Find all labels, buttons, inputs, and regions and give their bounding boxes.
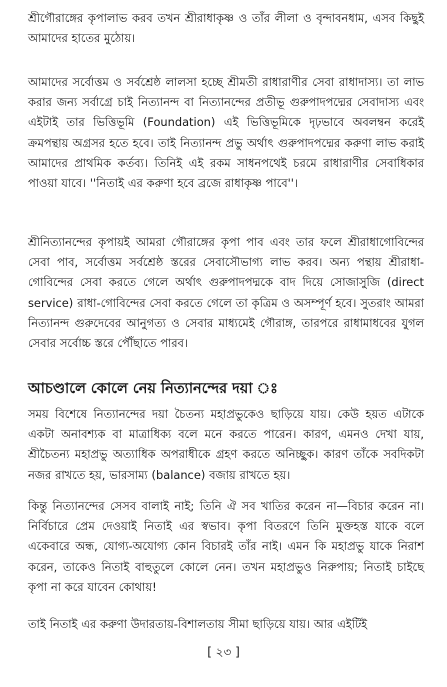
paragraph-3: শ্রীনিত্যানন্দের কৃপায়ই আমরা গৌরাঙ্গের কৃপা পাব এবং তার ফলে শ্রীরাধাগোবিন্দের সেবা পাব, সর্বোত্তম সর্বশ্রেষ্ঠ স্তরের সেবাসৌভাগ্য লাভ করব। অন্য পন্থায় শ্রীরাধা-গোবিন্দের সেবা করতে গেলে অর্থাৎ গুরুপাদপদ্মকে বাদ দিয়ে সোজাসুজি (direct service) রাধা-গোবিন্দের সেবা করতে গেলে তা কৃত্রিম ও অসম্পূর্ণ হবে। সুতরাং আমরা নিত্যানন্দ গুরুদেবের আনুগত্য ও সেবার মাধ্যমেই গৌরাঙ্গ, তারপরে রাধামাধবের যুগল সেবার সর্বোচ্চ স্তরে পৌঁছাতে পারব। [28, 235, 424, 351]
page-number: [ ২৩ ] [207, 645, 240, 659]
section-heading: আচণ্ডালে কোলে নেয় নিত্যানন্দের দয়া ঃ [28, 381, 278, 397]
paragraph-2: আমাদের সর্বোত্তম ও সর্বশ্রেষ্ঠ লালসা হচ্ছে শ্রীমতী রাধারাণীর সেবা রাধাদাস্য। তা লাভ করার জন্য সর্বাগ্রে চাই নিত্যানন্দ বা নিত্যানন্দের প্রতীভূ গুরুপাদপদ্মের সেবাদাস্য এবং এইটাই তার ভিত্তিভূমি (Foundation) এই ভিত্তিভূমিকে দৃঢ়ভাবে অবলম্বন করেই ক্রমপন্থায় অগ্রসর হতে হবে। তাই নিত্যানন্দ প্রভু অর্থাৎ গুরুপাদপদ্মের করুণা লাভ করাই আমাদের প্রাথমিক কর্তব্য। তিনিই এই রকম সাধনপথেই চরমে রাধারাণীর সেবাধিকার পাওয়া যাবে। ''নিতাই এর করুণা হবে ব্রজে রাধাকৃষ্ণ পাবে''। [28, 75, 424, 191]
paragraph-4: সময় বিশেষে নিত্যানন্দের দয়া চৈতন্য মহাপ্রভুকেও ছাড়িয়ে যায়। কেউ হয়ত এটাকে একটা অনাবশ্যক বা মাত্রাধিক্য বলে মনে করতে পারেন। কারণ, এমনও দেখা যায়, শ্রীচৈতন্য মহাপ্রভু অত্যাধিক অপরাধীকে গ্রহণ করতে অনিচ্ছুক। কারণ তাঁকে সবদিকটা নজর রাখতে হয়, ভারসাম্য (balance) বজায় রাখতে হয়। [28, 407, 424, 482]
paragraph-1: শ্রীগৌরাঙ্গের কৃপালাভ করব তখন শ্রীরাধাকৃষ্ণ ও তাঁর লীলা ও বৃন্দাবনধাম, এসব কিছুই আমাদের হাতের মুঠোয়। [28, 11, 424, 46]
paragraph-5: কিন্তু নিত্যানন্দের সেসব বালাই নাই; তিনি ঐ সব খাতির করেন না—বিচার করেন না। নির্বিচারে প্রেম দেওয়াই নিতাই এর স্বভাব। কৃপা বিতরণে তিনি মুক্তহস্ত যাকে বলে একেবারে অন্ধ, যোগ্য-অযোগ্য কোন বিচারই তাঁর নাই। এমন কি মহাপ্রভু যাকে নিরাশ করেন, তাকেও নিতাই বাহুতুলে কোলে নেন। তখন মহাপ্রভুও নিরুপায়; নিতাই চাইছে কৃপা না করে যাবেন কোথায়! [28, 499, 424, 594]
paragraph-6: তাই নিতাই এর করুণা উদারতায়-বিশালতায় সীমা ছাড়িয়ে যায়। আর এইটিই [28, 617, 368, 631]
